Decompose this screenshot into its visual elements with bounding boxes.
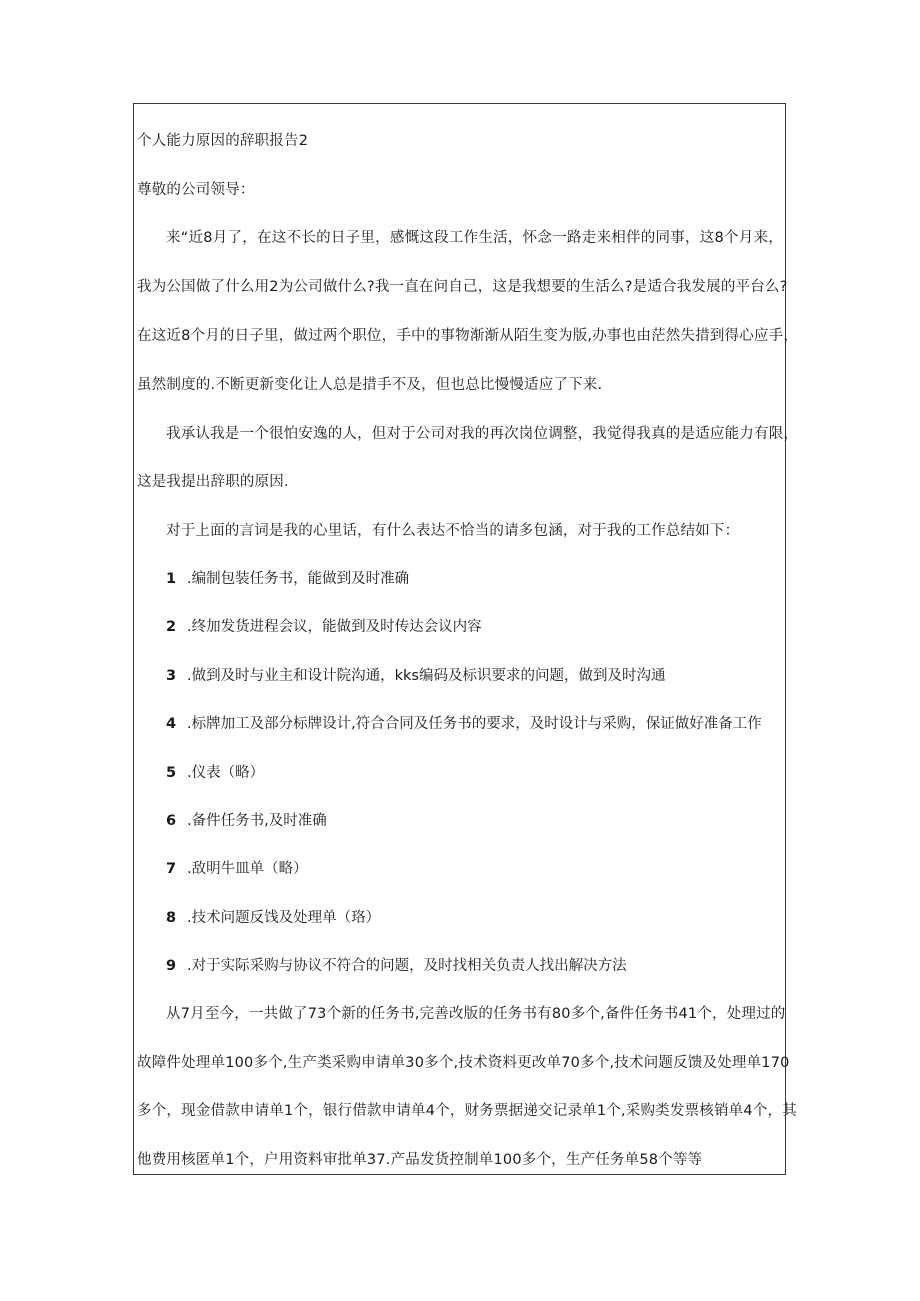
paragraph-line: 对于上面的言词是我的心里话，有什么表达不恰当的请多包涵，对于我的工作总结如下： xyxy=(166,523,740,539)
list-item-number: 7 xyxy=(166,861,177,877)
paragraph-line: 我为公国做了什么用2为公司做什么?我一直在问自己，这是我想要的生活么?是适合我发展的平台么? xyxy=(137,279,788,295)
list-item: .敌明牛皿单（略） xyxy=(187,861,308,877)
list-item-number: 8 xyxy=(166,910,177,926)
list-item: .终加发货进程会议，能做到及时传达会议内容 xyxy=(187,619,482,635)
list-item-number: 2 xyxy=(166,619,177,635)
list-item: .做到及时与业主和设计院沟通，kks编码及标识要求的问题，做到及时沟通 xyxy=(187,668,666,684)
paragraph-line: 我承认我是一个很怕安逸的人，但对于公司对我的再次岗位调整，我觉得我真的是适应能力有限， xyxy=(166,426,799,442)
paragraph-line: 多个，现金借款申请单1个，银行借款申请单4个，财务票据递交记录单1个,采购类发票核销单4个，其 xyxy=(137,1103,797,1119)
paragraph-line: 从7月至今，一共做了73个新的任务书,完善改版的任务书有80多个,备件任务书41个，处理过的 xyxy=(166,1006,786,1022)
list-item-number: 4 xyxy=(166,716,177,732)
list-item: .对于实际采购与协议不符合的问题，及时找相关负责人找出解决方法 xyxy=(187,958,627,974)
paragraph-line: 来“近8月了，在这不长的日子里，感慨这段工作生活，怀念一路走来相伴的同事，这8个月来， xyxy=(166,230,783,246)
list-item: .备件任务书,及时准确 xyxy=(187,813,327,829)
salutation: 尊敬的公司领导： xyxy=(137,182,255,198)
paragraph-line: 故障件处理单100多个,生产类采购申请单30多个,技术资料更改单70多个,技术问题反馈及处理单170 xyxy=(137,1055,790,1071)
list-item: .仪表（略） xyxy=(187,765,265,781)
paragraph-line: 在这近8个月的日子里，做过两个职位，手中的事物渐渐从陌生变为版,办事也由茫然失措到得心应手， xyxy=(137,328,799,344)
list-item-number: 5 xyxy=(166,765,177,781)
document-title: 个人能力原因的辞职报告2 xyxy=(137,133,309,149)
list-item: .编制包装任务书，能做到及时准确 xyxy=(187,571,410,587)
list-item-number: 3 xyxy=(166,668,177,684)
list-item-number: 6 xyxy=(166,813,177,829)
paragraph-line: 虽然制度的.不断更新变化让人总是措手不及，但也总比慢慢适应了下来. xyxy=(137,377,603,393)
list-item-number: 1 xyxy=(166,571,177,587)
paragraph-line: 他费用核匿单1个，户用资料审批单37.产品发货控制单100多个，生产任务单58个等等 xyxy=(137,1152,703,1168)
list-item-number: 9 xyxy=(166,958,177,974)
list-item: .技术问题反饯及处理单（珞） xyxy=(187,910,381,926)
paragraph-line: 这是我提出辞职的原因. xyxy=(137,474,289,490)
list-item: .标牌加工及部分标牌设计,符合合同及任务书的要求，及时设计与采购，保证做好准备工作 xyxy=(187,716,762,732)
